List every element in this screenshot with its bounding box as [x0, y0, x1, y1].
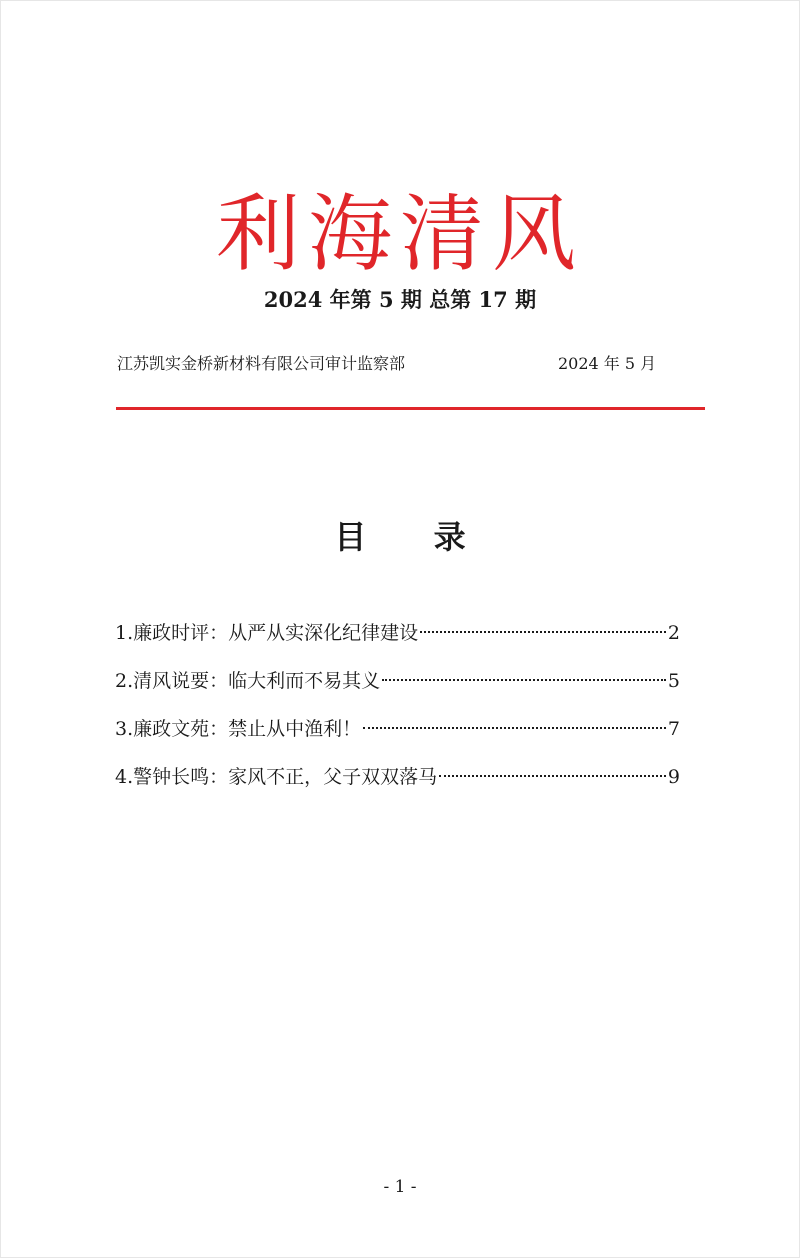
- table-of-contents: [115, 615, 680, 807]
- toc-dot-leader: [439, 775, 666, 777]
- red-divider: [116, 407, 705, 410]
- issue-date: 2024 年 5 月: [558, 354, 657, 373]
- toc-entry-title: 4.警钟长鸣：家风不正，父子双双落马: [115, 766, 438, 788]
- toc-dot-leader: [382, 679, 666, 681]
- toc-entry-title: 1.廉政时评：从严从实深化纪律建设: [115, 622, 419, 644]
- toc-entry-page: 5: [667, 670, 680, 692]
- toc-entry-page: 9: [667, 766, 680, 788]
- toc-entry-title: 2.清风说要：临大利而不易其义: [115, 670, 381, 692]
- page-number: - 1 -: [383, 1177, 417, 1197]
- toc-entry-title: 3.廉政文苑：禁止从中渔利！: [115, 718, 362, 740]
- toc-entry[interactable]: [115, 759, 680, 807]
- organization-name: 江苏凯实金桥新材料有限公司审计监察部: [117, 354, 406, 373]
- toc-entry[interactable]: [115, 711, 680, 759]
- toc-entry[interactable]: [115, 663, 680, 711]
- toc-entry[interactable]: [115, 615, 680, 663]
- masthead-title: 利海清风: [215, 185, 584, 284]
- toc-dot-leader: [420, 631, 666, 633]
- toc-dot-leader: [363, 727, 666, 729]
- issue-label: 2024 年第 5 期 总第 17 期: [263, 287, 537, 312]
- toc-title: 目 录: [334, 518, 494, 556]
- toc-entry-page: 7: [667, 718, 680, 740]
- toc-entry-page: 2: [667, 622, 680, 644]
